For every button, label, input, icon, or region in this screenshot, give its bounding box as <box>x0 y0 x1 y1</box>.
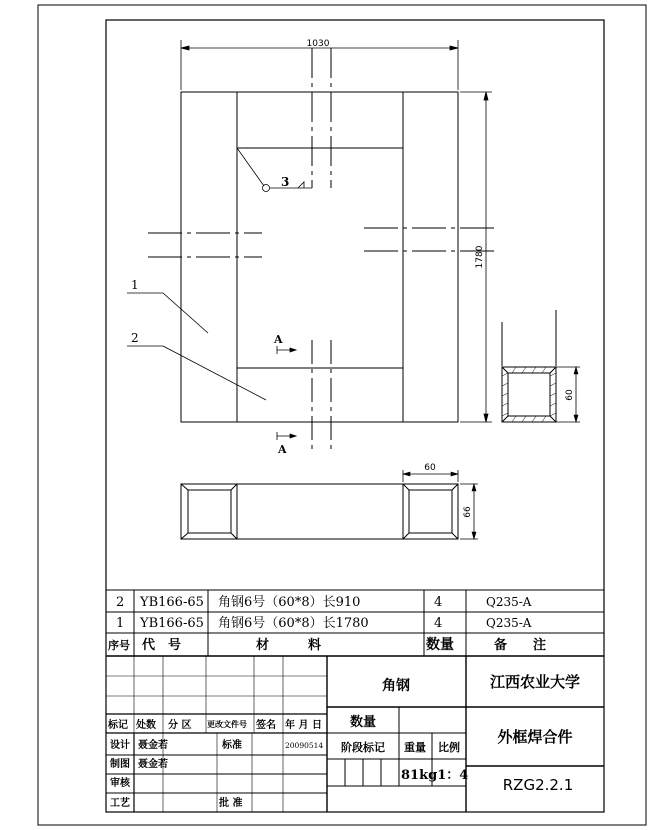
revision-headers <box>107 718 322 731</box>
parts-header-note: 备 注 <box>494 638 547 653</box>
callout-2-label: 2 <box>131 331 139 345</box>
outer-border <box>38 5 646 825</box>
drafter-name: 聂金若 <box>138 759 168 770</box>
section-mark-bottom-label: A <box>278 443 287 456</box>
stage-label: 阶段标记 <box>341 741 385 754</box>
designer-name: 聂金若 <box>138 740 168 751</box>
weight-scale-value: 81kg1：4 <box>401 768 469 783</box>
section-mark-top-label: A <box>274 333 283 346</box>
rev-header-doc: 更改文件号 <box>207 719 247 729</box>
parts-row-2-note: Q235-A <box>486 595 532 609</box>
drawing-number: RZG2.2.1 <box>502 776 574 794</box>
parts-row-1-code: YB166-65 <box>140 616 204 631</box>
std-label: 标准 <box>222 740 242 751</box>
rev-header-count: 处数 <box>136 720 156 731</box>
role-drafting: 制图 <box>110 759 130 770</box>
bottom-dim-width-label: 60 <box>424 463 436 473</box>
role-review: 审核 <box>110 778 130 789</box>
parts-row-2-qty: 4 <box>434 595 443 610</box>
role-process: 工艺 <box>110 798 130 809</box>
drawing-name: 外框焊合件 <box>497 728 573 746</box>
centre-lines <box>148 48 496 452</box>
rev-header-mark: 标记 <box>108 720 128 731</box>
weight-label: 重量 <box>404 741 426 754</box>
parts-header <box>108 636 546 653</box>
material-name: 角钢 <box>382 678 410 694</box>
rev-header-zone: 分 区 <box>168 720 192 731</box>
dimension-width-label: 1030 <box>306 39 330 49</box>
dimension-height-label: 1780 <box>475 245 485 269</box>
parts-row-2-no: 2 <box>116 595 125 610</box>
parts-row-1 <box>116 616 532 631</box>
scale-label: 比例 <box>438 741 460 754</box>
school-name: 江西农业大学 <box>489 673 581 691</box>
parts-row-1-qty: 4 <box>434 616 443 631</box>
section-view <box>502 310 580 422</box>
parts-row-1-material: 角钢6号（60*8）长1780 <box>218 616 369 631</box>
bottom-dim-height-label: 66 <box>463 506 473 518</box>
role-design: 设计 <box>110 740 130 751</box>
callout-3-label: 3 <box>281 175 290 189</box>
parts-row-2-code: YB166-65 <box>140 595 204 610</box>
rev-header-sign: 签名 <box>256 720 276 731</box>
section-mark-top <box>277 346 296 354</box>
qty-label: 数量 <box>349 715 377 730</box>
parts-row-2 <box>116 595 532 610</box>
design-date: 20090514 <box>285 741 324 750</box>
callout-3 <box>237 148 312 192</box>
parts-header-code: 代 号 <box>142 638 182 653</box>
parts-row-1-no: 1 <box>116 616 125 631</box>
parts-row-2-material: 角钢6号（60*8）长910 <box>218 595 361 610</box>
bottom-view <box>181 470 478 539</box>
parts-header-qty: 数量 <box>426 637 454 653</box>
section-mark-bottom <box>277 432 296 440</box>
parts-header-material: 材 料 <box>256 638 322 653</box>
callout-1-label: 1 <box>131 278 139 292</box>
approve-label: 批 准 <box>219 798 243 809</box>
callout-2 <box>127 346 266 400</box>
rev-header-date: 年 月 日 <box>285 720 322 731</box>
callout-1 <box>127 293 208 333</box>
parts-row-1-note: Q235-A <box>486 616 532 630</box>
section-dim-label: 60 <box>565 389 575 401</box>
parts-header-no: 序号 <box>108 639 130 652</box>
